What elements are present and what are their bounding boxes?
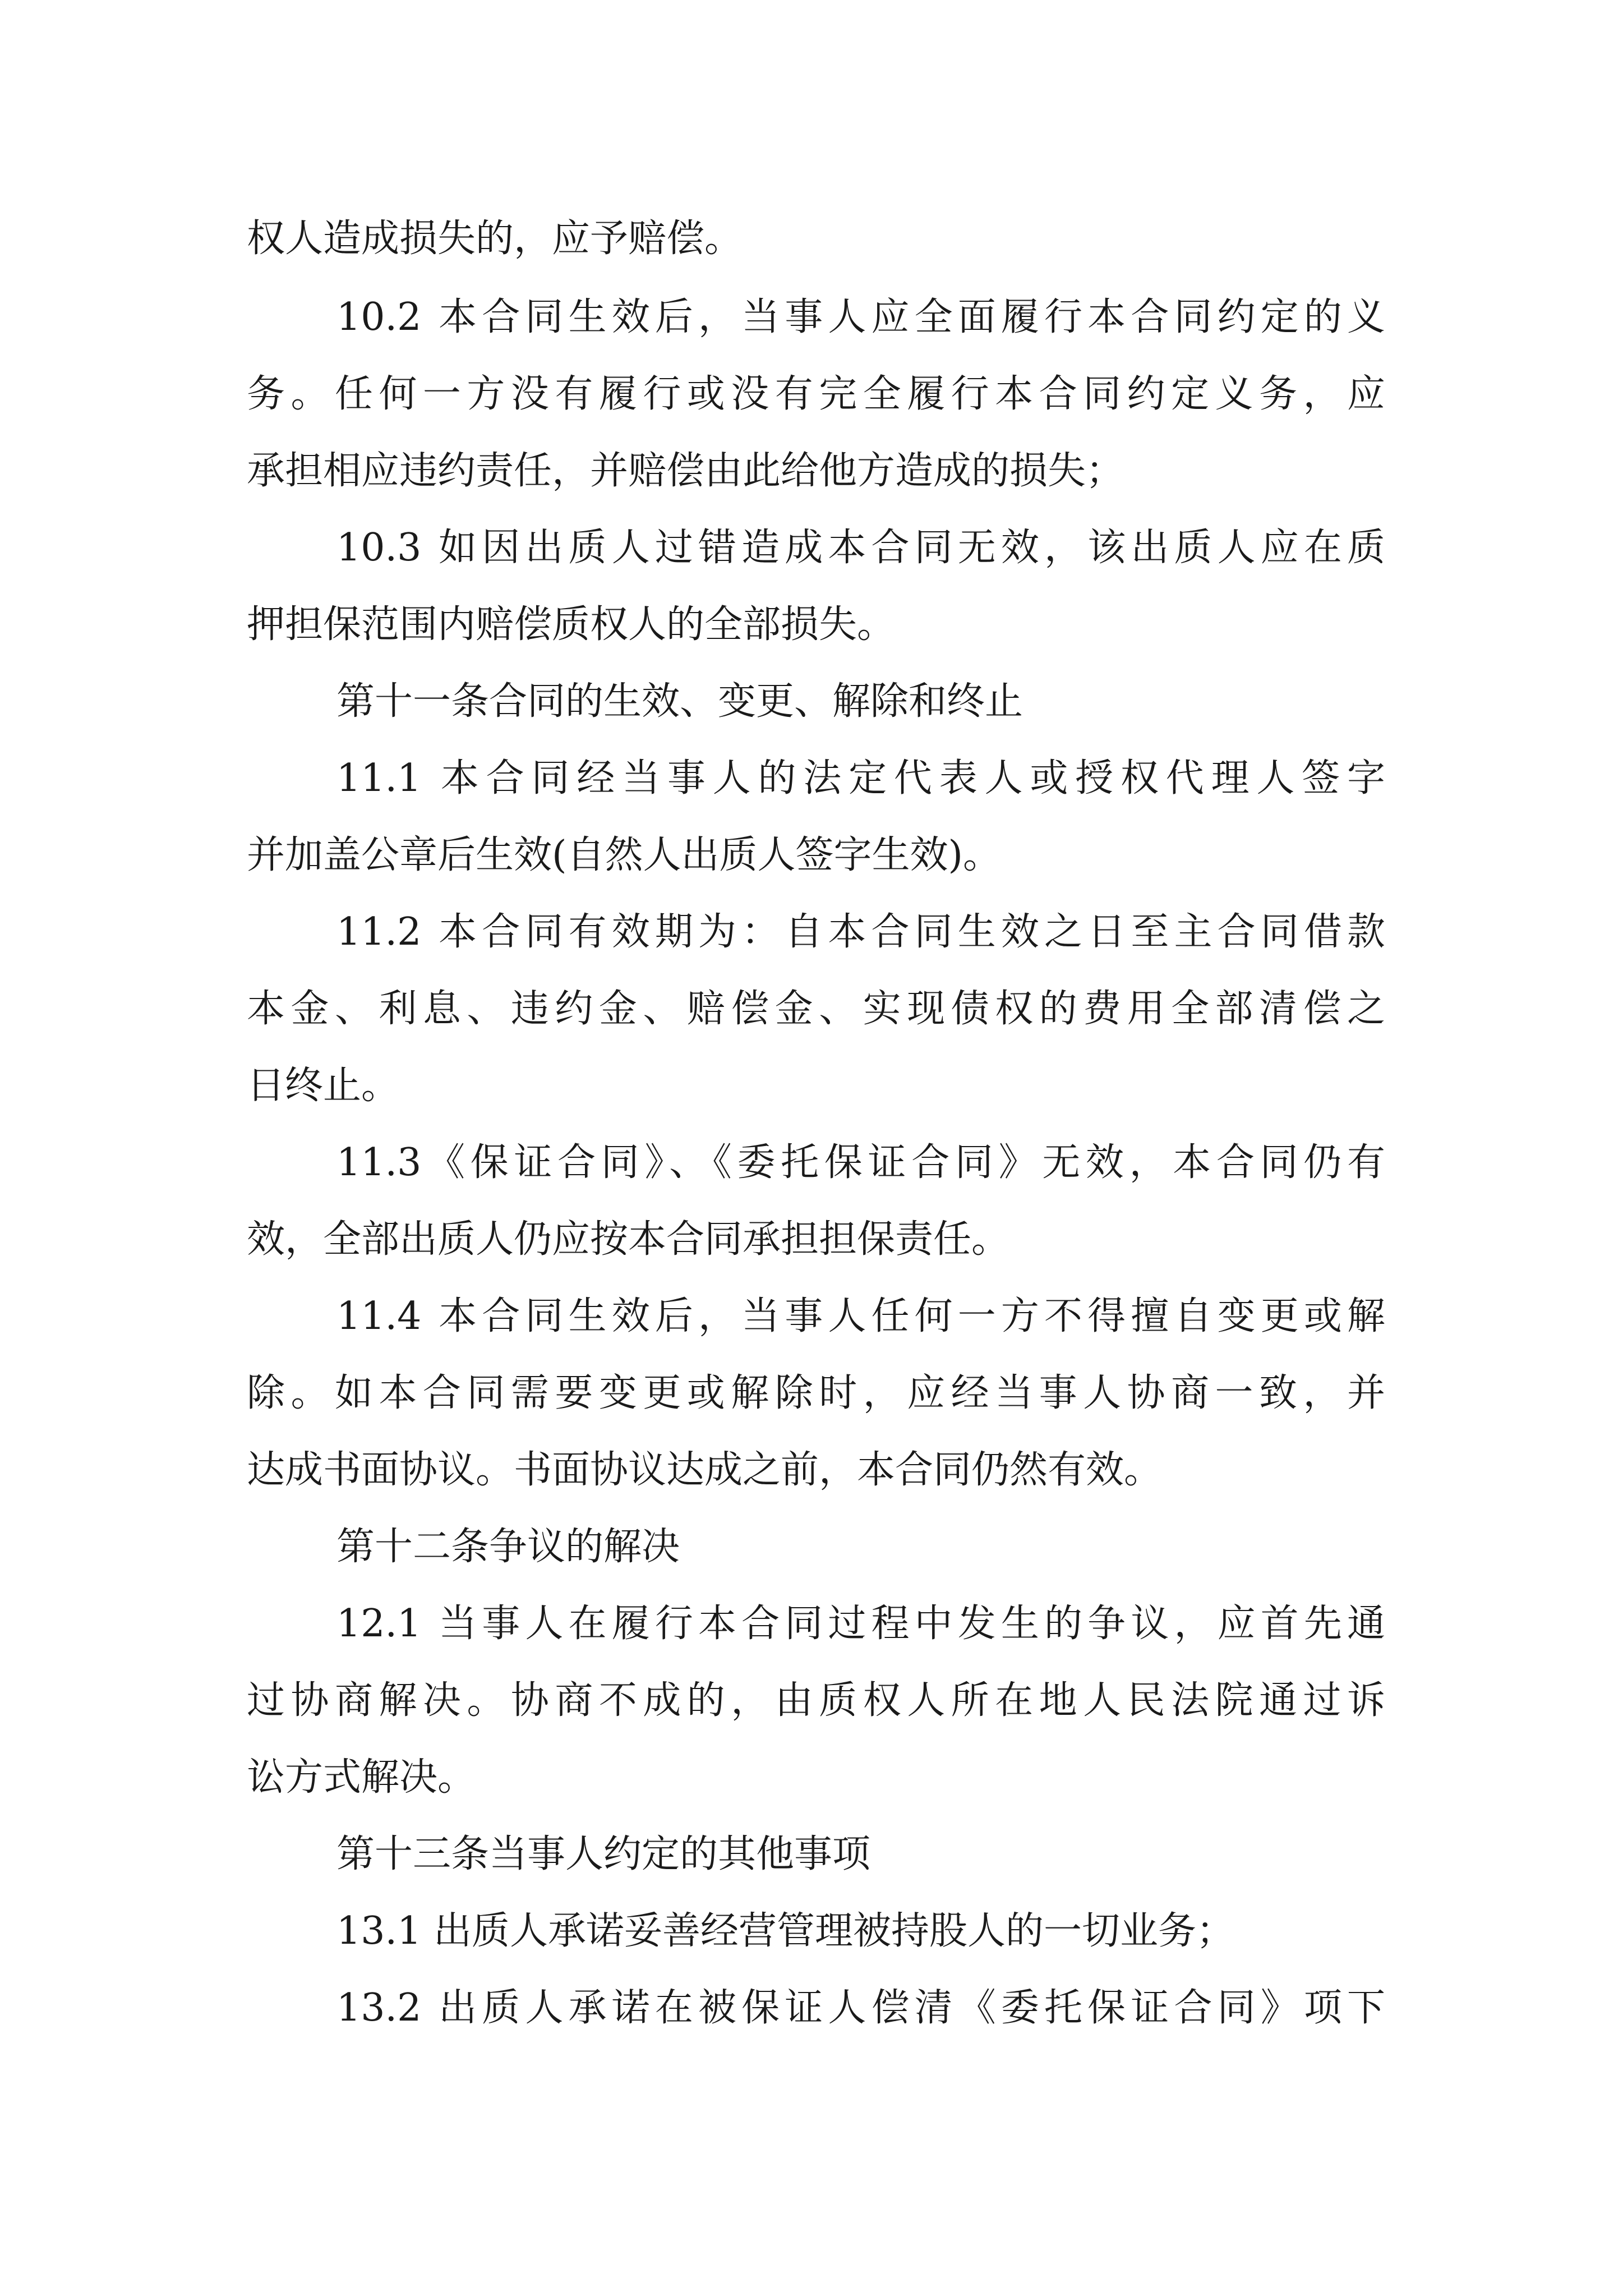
text-line: 达成书面协议。书面协议达成之前，本合同仍然有效。 [247, 1448, 1163, 1492]
text-line: 13.2 出质人承诺在被保证人偿清《委托保证合同》项下 [336, 1986, 1385, 2030]
section-heading: 第十二条争议的解决 [336, 1525, 680, 1569]
text-line: 除。如本合同需要变更或解除时，应经当事人协商一致，并 [247, 1371, 1385, 1415]
text-line: 过协商解决。协商不成的，由质权人所在地人民法院通过诉 [247, 1678, 1385, 1723]
text-line: 并加盖公章后生效(自然人出质人签字生效)。 [247, 833, 1002, 877]
text-line: 13.1 出质人承诺妥善经营管理被持股人的一切业务； [336, 1909, 1235, 1953]
text-line: 本金、利息、违约金、赔偿金、实现债权的费用全部清偿之 [247, 987, 1385, 1031]
text-line: 11.4 本合同生效后，当事人任何一方不得擅自变更或解 [336, 1294, 1385, 1338]
text-line: 承担相应违约责任，并赔偿由此给他方造成的损失； [247, 449, 1124, 493]
section-heading: 第十一条合同的生效、变更、解除和终止 [336, 679, 1023, 724]
text-line: 日终止。 [247, 1064, 400, 1108]
text-line: 10.2 本合同生效后，当事人应全面履行本合同约定的义 [336, 295, 1385, 339]
text-line: 12.1 当事人在履行本合同过程中发生的争议，应首先通 [336, 1602, 1385, 1646]
text-line: 效，全部出质人仍应按本合同承担担保责任。 [247, 1217, 1010, 1262]
text-line: 10.3 如因出质人过错造成本合同无效，该出质人应在质 [336, 526, 1385, 570]
text-line: 11.2 本合同有效期为：自本合同生效之日至主合同借款 [336, 910, 1385, 954]
section-heading: 第十三条当事人约定的其他事项 [336, 1832, 871, 1876]
text-line: 11.3《保证合同》、《委托保证合同》无效，本合同仍有 [336, 1140, 1385, 1185]
text-line: 务。任何一方没有履行或没有完全履行本合同约定义务，应 [247, 372, 1385, 416]
text-line: 押担保范围内赔偿质权人的全部损失。 [247, 602, 896, 647]
text-line: 11.1 本合同经当事人的法定代表人或授权代理人签字 [336, 756, 1385, 800]
text-line: 讼方式解决。 [247, 1755, 476, 1800]
text-line: 权人造成损失的，应予赔偿。 [247, 217, 743, 261]
